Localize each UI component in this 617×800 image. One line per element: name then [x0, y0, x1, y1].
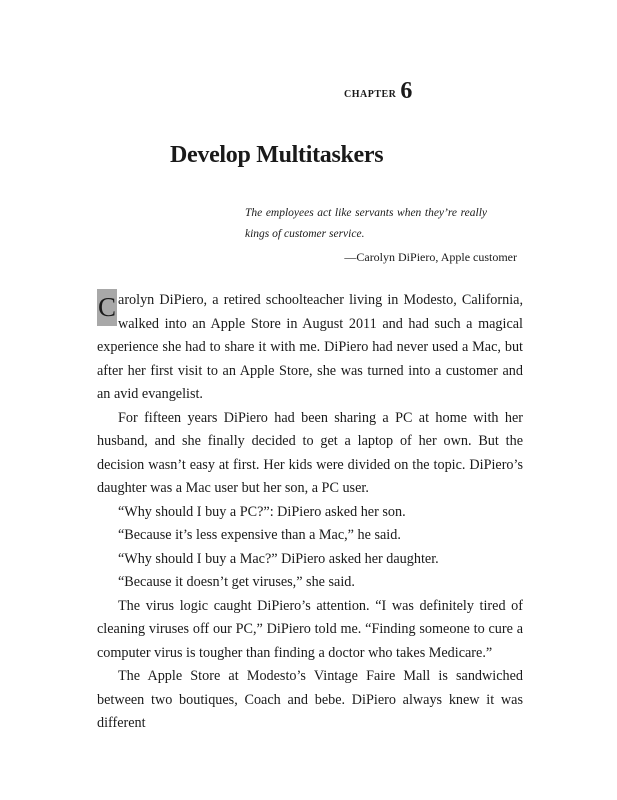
paragraph-3: “Why should I buy a PC?”: DiPiero asked her son.	[118, 503, 406, 520]
paragraph-5: “Why should I buy a Mac?” DiPiero asked her daughter.	[118, 550, 439, 567]
chapter-label: CHAPTER	[344, 89, 397, 100]
chapter-title: Develop Multitaskers	[170, 142, 384, 168]
chapter-body	[97, 289, 523, 736]
epigraph-attribution: —Carolyn DiPiero, Apple customer	[344, 250, 517, 264]
drop-cap: C	[97, 289, 117, 326]
paragraph-1	[97, 289, 523, 407]
paragraph-2: For fifteen years DiPiero had been sharing a PC at home with her husband, and she finally decided to get a laptop of her own. But the decision wasn’t easy at first. Her kids were divided on the topic. DiPiero’s daughter was a Mac user but her son, a PC user.	[97, 409, 523, 496]
paragraph-1-text: arolyn DiPiero, a retired schoolteacher living in Modesto, California, walked into an Apple Store in August 2011 and had such a magical experience she had to share it with me. DiPiero had never used a Mac, but after her first visit to an Apple Store, she was turned into a customer and an avid evangelist.	[97, 292, 523, 402]
epigraph-line-2: kings of customer service.	[245, 228, 365, 240]
chapter-number: 6	[400, 78, 413, 104]
paragraph-6: “Because it doesn’t get viruses,” she said.	[118, 574, 355, 590]
paragraph-4: “Because it’s less expensive than a Mac,” he said.	[118, 527, 401, 543]
epigraph-line-1: The employees act like servants when they’re really	[245, 207, 487, 219]
paragraph-7: The virus logic caught DiPiero’s attention. “I was definitely tired of cleaning viruses off our PC,” DiPiero told me. “Finding someone to cure a computer virus is tougher than finding a doctor who takes Medicare.”	[97, 597, 523, 661]
epigraph-quote	[245, 203, 517, 245]
paragraph-8: The Apple Store at Modesto’s Vintage Faire Mall is sandwiched between two boutiques, Coach and bebe. DiPiero always knew it was different	[97, 668, 523, 731]
chapter-heading	[344, 79, 412, 103]
